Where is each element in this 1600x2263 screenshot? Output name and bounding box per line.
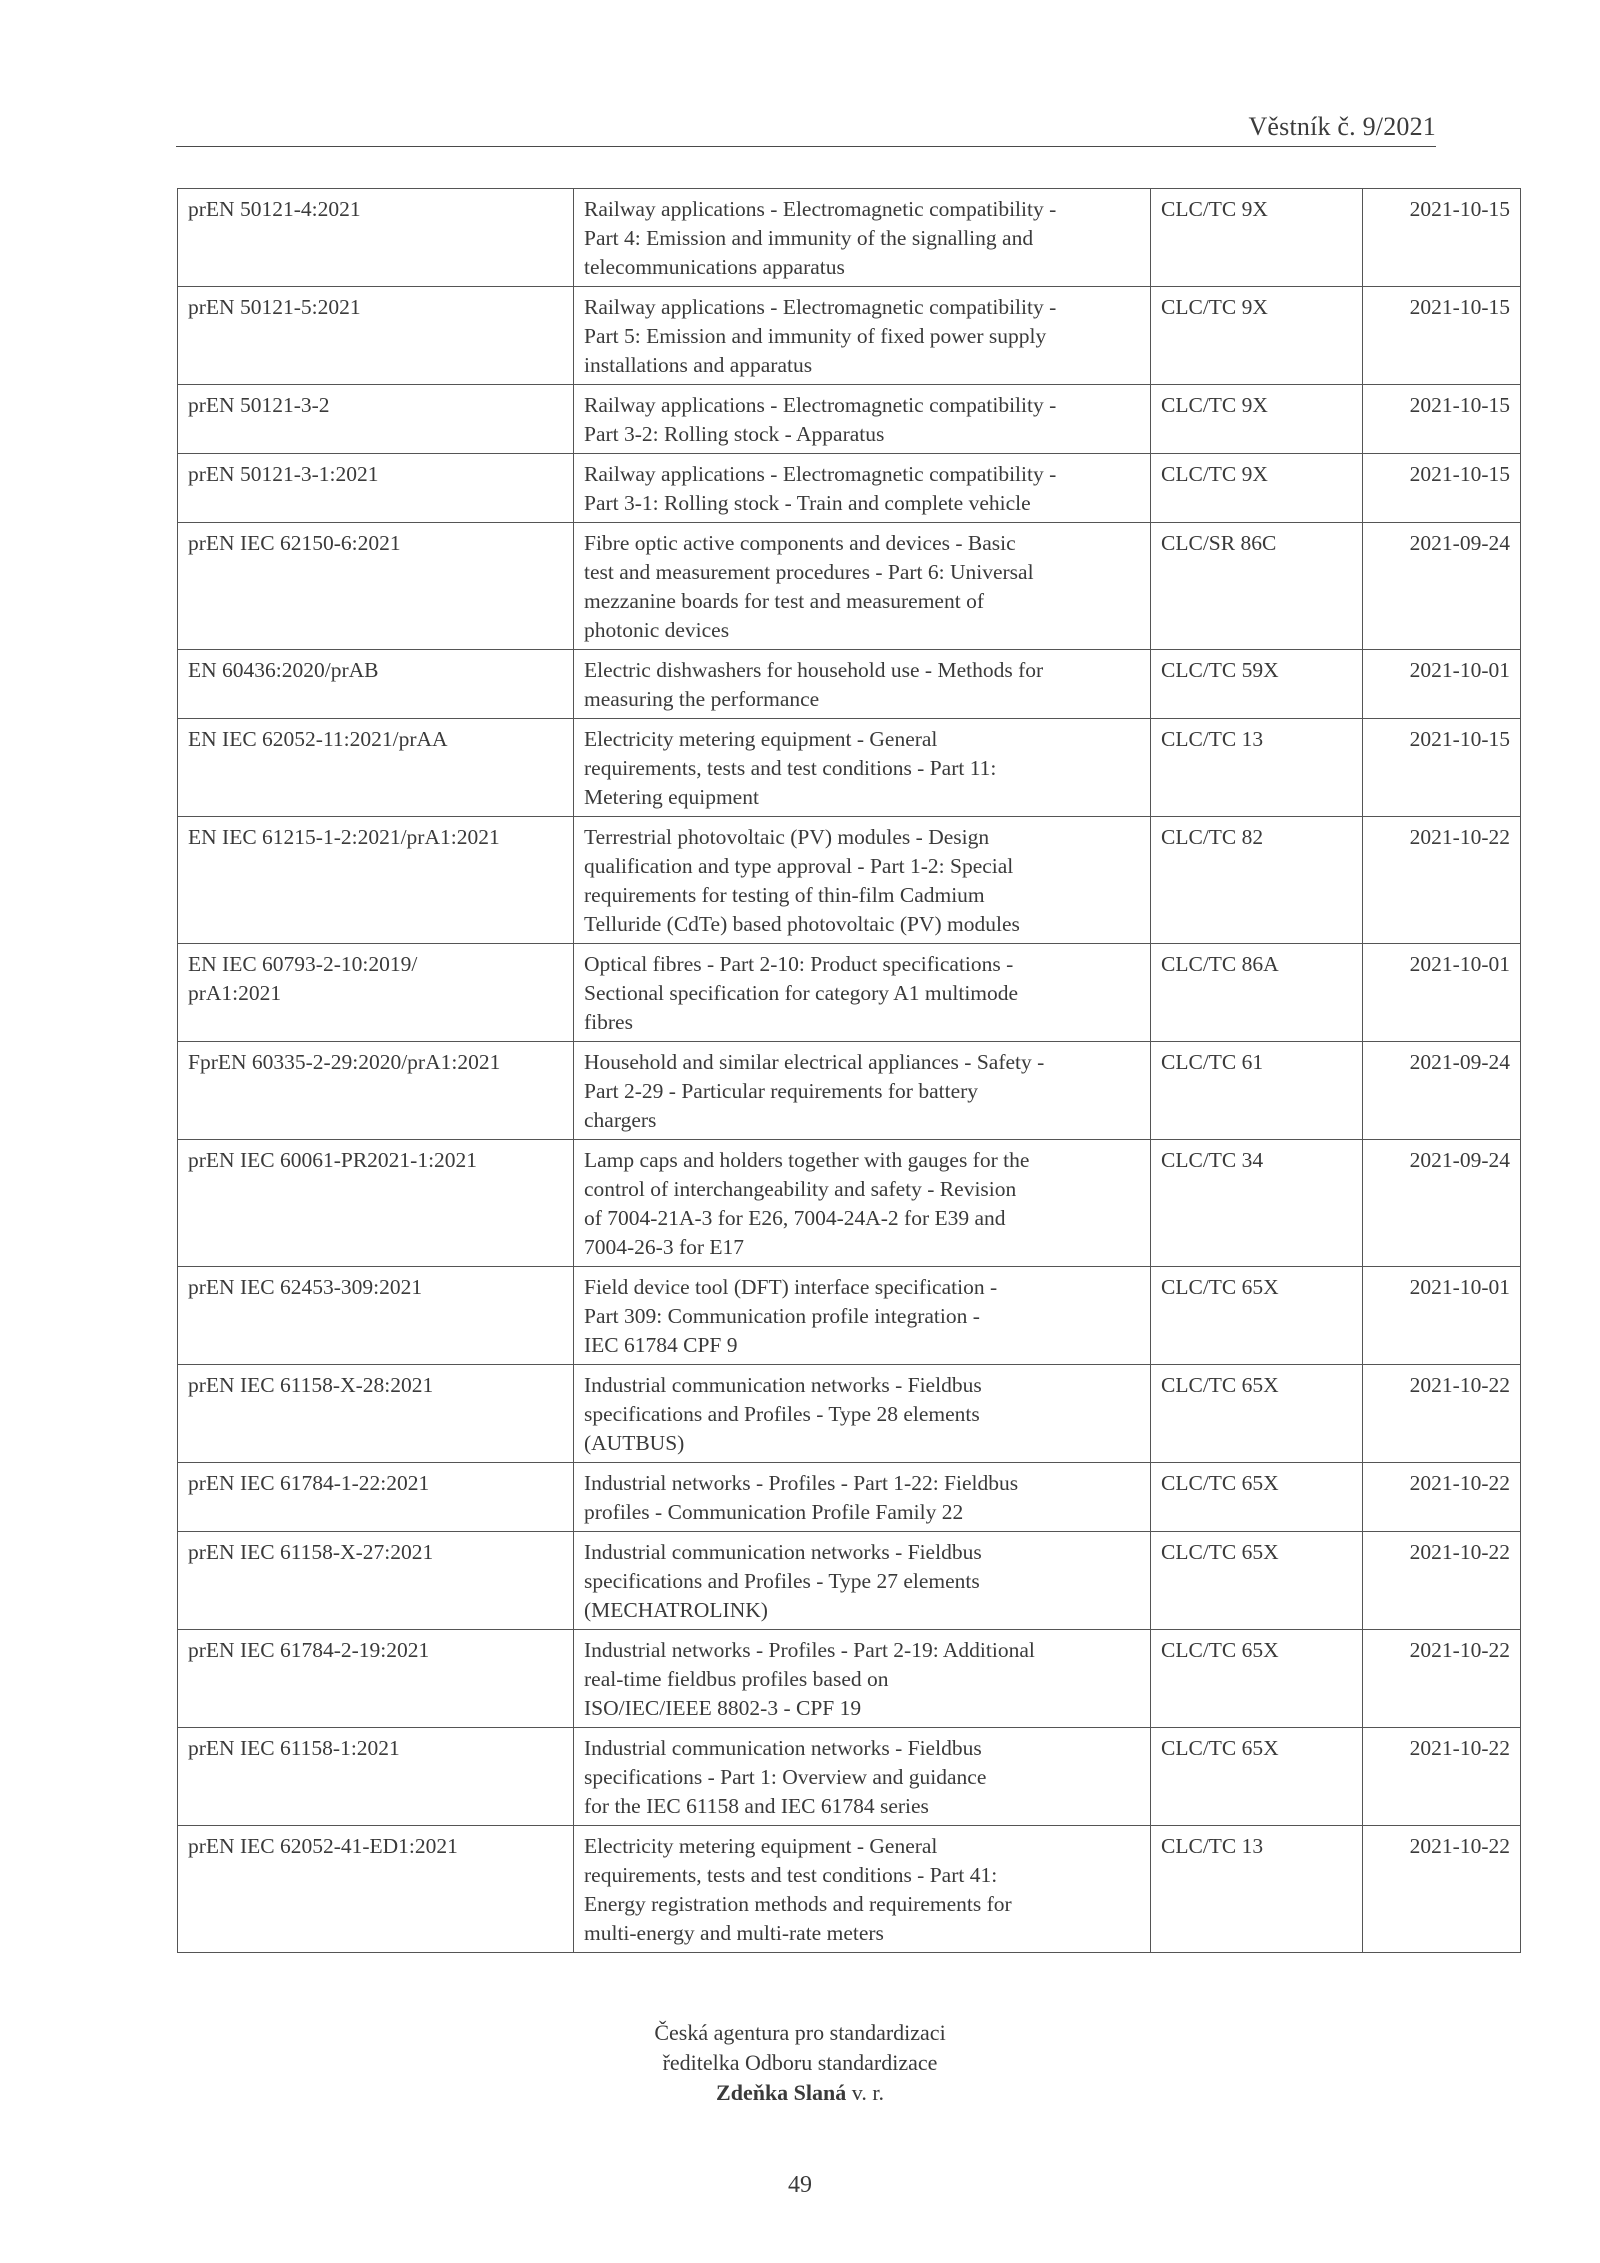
signature-agency: Česká agentura pro standardizaci <box>654 2020 946 2045</box>
standard-title-cell: Railway applications - Electromagnetic compatibility - Part 5: Emission and immunity of fixed power supply installations and apparatus <box>574 287 1151 385</box>
standard-title-cell: Industrial networks - Profiles - Part 1-22: Fieldbus profiles - Communication Profile Family 22 <box>574 1463 1151 1532</box>
standard-code-cell: EN IEC 60793-2-10:2019/ prA1:2021 <box>178 944 574 1042</box>
committee-cell: CLC/TC 34 <box>1151 1140 1363 1267</box>
committee-cell: CLC/TC 9X <box>1151 454 1363 523</box>
page-number: 49 <box>788 2172 812 2198</box>
standard-code-cell: EN 60436:2020/prAB <box>178 650 574 719</box>
committee-cell: CLC/TC 9X <box>1151 189 1363 287</box>
table-row <box>178 1365 1521 1463</box>
committee-cell: CLC/TC 13 <box>1151 719 1363 817</box>
standard-title-cell: Field device tool (DFT) interface specification - Part 309: Communication profile integration - IEC 61784 CPF 9 <box>574 1267 1151 1365</box>
table-row <box>178 1042 1521 1140</box>
signature-block <box>0 2018 1600 2108</box>
deadline-date-cell: 2021-10-22 <box>1363 1630 1521 1728</box>
committee-cell: CLC/TC 59X <box>1151 650 1363 719</box>
committee-cell: CLC/TC 13 <box>1151 1826 1363 1953</box>
committee-cell: CLC/TC 65X <box>1151 1728 1363 1826</box>
deadline-date-cell: 2021-09-24 <box>1363 523 1521 650</box>
standards-table <box>177 188 1521 1953</box>
standard-title-cell: Optical fibres - Part 2-10: Product specifications - Sectional specification for category A1 multimode fibres <box>574 944 1151 1042</box>
deadline-date-cell: 2021-09-24 <box>1363 1042 1521 1140</box>
standard-title-cell: Electricity metering equipment - General requirements, tests and test conditions - Part 11: Metering equipment <box>574 719 1151 817</box>
standard-title-cell: Industrial communication networks - Fieldbus specifications and Profiles - Type 28 elements (AUTBUS) <box>574 1365 1151 1463</box>
standard-code-cell: prEN IEC 61784-2-19:2021 <box>178 1630 574 1728</box>
table-row <box>178 650 1521 719</box>
signature-suffix: v. r. <box>851 2080 884 2105</box>
standard-title-cell: Railway applications - Electromagnetic compatibility - Part 4: Emission and immunity of the signalling and telecommunications apparatus <box>574 189 1151 287</box>
deadline-date-cell: 2021-10-15 <box>1363 287 1521 385</box>
deadline-date-cell: 2021-10-22 <box>1363 1365 1521 1463</box>
standard-code-cell: prEN 50121-3-2 <box>178 385 574 454</box>
committee-cell: CLC/TC 82 <box>1151 817 1363 944</box>
table-row <box>178 817 1521 944</box>
committee-cell: CLC/TC 65X <box>1151 1365 1363 1463</box>
signature-role: ředitelka Odboru standardizace <box>662 2050 938 2075</box>
table-row <box>178 944 1521 1042</box>
deadline-date-cell: 2021-10-15 <box>1363 454 1521 523</box>
standard-title-cell: Industrial communication networks - Fieldbus specifications and Profiles - Type 27 elements (MECHATROLINK) <box>574 1532 1151 1630</box>
deadline-date-cell: 2021-10-01 <box>1363 650 1521 719</box>
standards-table-body <box>178 189 1521 1953</box>
standard-code-cell: prEN 50121-5:2021 <box>178 287 574 385</box>
standard-code-cell: prEN IEC 61784-1-22:2021 <box>178 1463 574 1532</box>
table-row <box>178 1630 1521 1728</box>
table-row <box>178 1532 1521 1630</box>
table-row <box>178 1463 1521 1532</box>
journal-issue-header: Věstník č. 9/2021 <box>1248 112 1436 141</box>
standard-code-cell: prEN IEC 61158-X-27:2021 <box>178 1532 574 1630</box>
deadline-date-cell: 2021-10-01 <box>1363 944 1521 1042</box>
committee-cell: CLC/TC 65X <box>1151 1267 1363 1365</box>
table-row <box>178 287 1521 385</box>
standard-title-cell: Railway applications - Electromagnetic compatibility - Part 3-1: Rolling stock - Train and complete vehicle <box>574 454 1151 523</box>
deadline-date-cell: 2021-10-22 <box>1363 817 1521 944</box>
standard-title-cell: Lamp caps and holders together with gauges for the control of interchangeability and safety - Revision of 7004-21A-3 for E26, 7004-24A-2 for E39 and 7004-26-3 for E17 <box>574 1140 1151 1267</box>
standard-title-cell: Industrial communication networks - Fieldbus specifications - Part 1: Overview and guidance for the IEC 61158 and IEC 61784 series <box>574 1728 1151 1826</box>
deadline-date-cell: 2021-10-22 <box>1363 1532 1521 1630</box>
signature-name-line <box>0 2078 1600 2108</box>
table-row <box>178 454 1521 523</box>
deadline-date-cell: 2021-10-22 <box>1363 1728 1521 1826</box>
committee-cell: CLC/SR 86C <box>1151 523 1363 650</box>
header-divider <box>176 146 1436 147</box>
table-row <box>178 523 1521 650</box>
standard-code-cell: prEN IEC 60061-PR2021-1:2021 <box>178 1140 574 1267</box>
table-row <box>178 189 1521 287</box>
table-row <box>178 1267 1521 1365</box>
committee-cell: CLC/TC 86A <box>1151 944 1363 1042</box>
standard-code-cell: FprEN 60335-2-29:2020/prA1:2021 <box>178 1042 574 1140</box>
standard-title-cell: Railway applications - Electromagnetic compatibility - Part 3-2: Rolling stock - Apparatus <box>574 385 1151 454</box>
deadline-date-cell: 2021-10-22 <box>1363 1826 1521 1953</box>
deadline-date-cell: 2021-10-15 <box>1363 385 1521 454</box>
committee-cell: CLC/TC 65X <box>1151 1630 1363 1728</box>
table-row <box>178 719 1521 817</box>
deadline-date-cell: 2021-10-01 <box>1363 1267 1521 1365</box>
deadline-date-cell: 2021-10-22 <box>1363 1463 1521 1532</box>
standard-title-cell: Fibre optic active components and devices - Basic test and measurement procedures - Part 6: Universal mezzanine boards for test and measurement of photonic devices <box>574 523 1151 650</box>
deadline-date-cell: 2021-09-24 <box>1363 1140 1521 1267</box>
standard-code-cell: prEN IEC 62052-41-ED1:2021 <box>178 1826 574 1953</box>
standard-title-cell: Electricity metering equipment - General requirements, tests and test conditions - Part 41: Energy registration methods and requirements for multi-energy and multi-rate meters <box>574 1826 1151 1953</box>
committee-cell: CLC/TC 65X <box>1151 1532 1363 1630</box>
standard-title-cell: Terrestrial photovoltaic (PV) modules - Design qualification and type approval - Part 1-2: Special requirements for testing of thin-film Cadmium Telluride (CdTe) based photovoltaic (PV) modules <box>574 817 1151 944</box>
signature-name: Zdeňka Slaná <box>716 2080 847 2105</box>
standard-code-cell: prEN 50121-3-1:2021 <box>178 454 574 523</box>
committee-cell: CLC/TC 65X <box>1151 1463 1363 1532</box>
standard-code-cell: prEN IEC 61158-X-28:2021 <box>178 1365 574 1463</box>
table-row <box>178 1728 1521 1826</box>
standard-code-cell: EN IEC 62052-11:2021/prAA <box>178 719 574 817</box>
standard-title-cell: Industrial networks - Profiles - Part 2-19: Additional real-time fieldbus profiles based on ISO/IEC/IEEE 8802-3 - CPF 19 <box>574 1630 1151 1728</box>
table-row <box>178 1140 1521 1267</box>
standard-code-cell: prEN IEC 62453-309:2021 <box>178 1267 574 1365</box>
deadline-date-cell: 2021-10-15 <box>1363 719 1521 817</box>
standard-code-cell: EN IEC 61215-1-2:2021/prA1:2021 <box>178 817 574 944</box>
standard-code-cell: prEN 50121-4:2021 <box>178 189 574 287</box>
committee-cell: CLC/TC 9X <box>1151 385 1363 454</box>
deadline-date-cell: 2021-10-15 <box>1363 189 1521 287</box>
standard-code-cell: prEN IEC 61158-1:2021 <box>178 1728 574 1826</box>
committee-cell: CLC/TC 61 <box>1151 1042 1363 1140</box>
standard-title-cell: Electric dishwashers for household use - Methods for measuring the performance <box>574 650 1151 719</box>
committee-cell: CLC/TC 9X <box>1151 287 1363 385</box>
standard-code-cell: prEN IEC 62150-6:2021 <box>178 523 574 650</box>
standard-title-cell: Household and similar electrical appliances - Safety - Part 2-29 - Particular requirements for battery chargers <box>574 1042 1151 1140</box>
table-row <box>178 1826 1521 1953</box>
table-row <box>178 385 1521 454</box>
